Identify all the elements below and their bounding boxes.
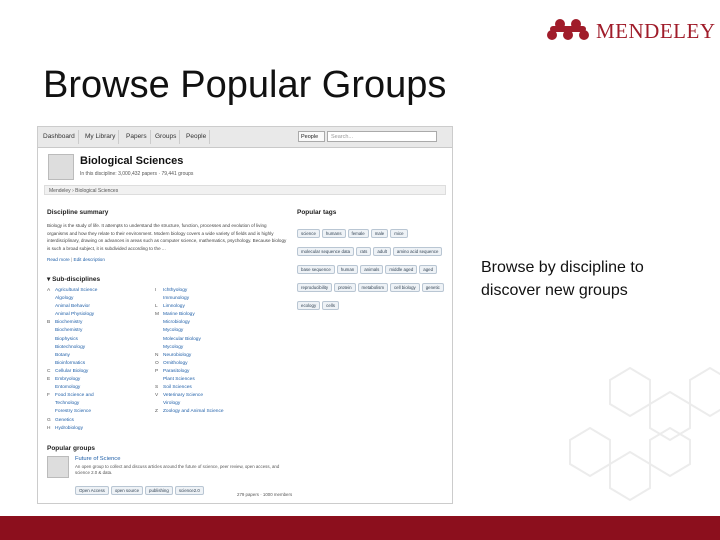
subdiscipline-item[interactable] [155,303,265,311]
tag-chip[interactable]: female [348,229,369,238]
tag-chip[interactable]: aged [419,265,437,274]
tag-chip[interactable]: middle aged [385,265,417,274]
subdiscipline-link[interactable]: Molecular Biology [163,336,201,342]
index-letter: I [155,288,157,293]
subdiscipline-link[interactable]: Entomology [55,385,81,391]
subdiscipline-link[interactable]: Biochemistry [55,320,83,326]
tag-chip[interactable]: human [337,265,358,274]
search-input[interactable]: Search... [327,131,437,142]
index-letter: E [47,377,51,383]
index-letter: C [47,368,51,374]
group-tag-chip[interactable]: science2.0 [175,486,204,495]
tab-groups[interactable]: Groups [152,130,180,144]
tag-chip[interactable]: base sequence [297,265,335,274]
subdiscipline-link[interactable]: Limnology [163,304,185,310]
subdiscipline-link[interactable]: Bioinformatics [55,360,86,366]
subdiscipline-item[interactable] [47,392,157,400]
tag-chip[interactable]: animals [360,265,383,274]
tag-chip[interactable]: humans [322,229,346,238]
tag-chip[interactable]: metabolism [358,283,388,292]
index-letter: S [155,385,159,391]
subdiscipline-link[interactable]: Animal Behavior [55,304,90,310]
top-navigation [38,127,452,148]
tab-dashboard[interactable]: Dashboard [40,130,79,144]
index-letter: H [47,425,51,431]
subdiscipline-link[interactable]: Mycology [163,328,184,334]
subdiscipline-item[interactable] [47,384,157,392]
subdiscipline-item[interactable] [155,384,265,392]
tag-chip[interactable]: ecology [297,301,320,310]
subdiscipline-item[interactable] [47,303,157,311]
group-tag-chip[interactable]: Open Access [75,486,109,495]
subdiscipline-link[interactable]: Botany [55,352,70,358]
tag-chip[interactable]: cells [322,301,339,310]
slide-title: Browse Popular Groups [43,64,447,106]
subdiscipline-link[interactable]: Biochemistry [55,328,83,334]
group-name[interactable]: Future of Science [75,456,121,462]
mendeley-logo [544,15,714,45]
group-tags [75,479,206,497]
subdiscipline-item[interactable] [155,287,265,295]
subdiscipline-item[interactable] [155,360,265,368]
popular-tags [297,222,447,312]
index-letter: Z [155,409,158,415]
discipline-name: Biological Sciences [80,155,184,167]
subdiscipline-item[interactable] [155,344,265,352]
index-letter: P [155,368,159,374]
tag-chip[interactable]: male [371,229,389,238]
tag-chip[interactable]: rats [356,247,371,256]
index-letter: G [47,417,51,423]
group-thumbnail [47,456,69,478]
subdiscipline-item[interactable] [47,376,157,384]
group-description: An open group to collect and discuss articles around the future of science, peer review, open access, and science 2.0 & data. [75,464,280,475]
subdiscipline-link[interactable]: Zoology and Animal Science [163,409,224,415]
subdiscipline-item[interactable] [47,287,157,295]
subdiscipline-link[interactable]: Cellular Biology [55,368,89,374]
discipline-thumbnail [48,154,74,180]
side-caption: Browse by discipline to discover new groups [481,259,644,299]
subdiscipline-link[interactable]: Hydrobiology [55,425,83,431]
subdiscipline-item[interactable] [155,327,265,335]
subdiscipline-item[interactable] [47,400,157,408]
subdiscipline-item[interactable] [47,408,157,416]
discipline-header [44,152,446,182]
subdiscipline-link[interactable]: Plant Sciences [163,377,195,383]
subdiscipline-link[interactable]: Embryology [55,377,81,383]
tab-papers[interactable]: Papers [123,130,151,144]
subdiscipline-item[interactable] [47,311,157,319]
subdiscipline-link[interactable]: Veterinary Science [163,393,203,399]
tag-chip[interactable]: adult [373,247,391,256]
subdiscipline-link[interactable]: Algology [55,296,74,302]
subdiscipline-item[interactable] [47,425,157,433]
subdiscipline-link[interactable]: Animal Physiology [55,312,95,318]
tag-chip[interactable]: protein [334,283,355,292]
group-card [47,454,293,498]
subdiscipline-link[interactable]: Ornithology [163,360,188,366]
tag-chip[interactable]: science [297,229,320,238]
subdiscipline-item[interactable] [155,336,265,344]
index-letter: M [155,312,159,318]
subdiscipline-item[interactable] [47,417,157,425]
subdiscipline-item[interactable] [155,368,265,376]
subdiscipline-item[interactable] [47,368,157,376]
tag-chip[interactable]: cell biology [390,283,420,292]
subdiscipline-link[interactable]: Virology [163,401,181,407]
tag-chip[interactable]: reproducibility [297,283,332,292]
read-more-link[interactable]: Read more [47,257,70,262]
subdiscipline-item[interactable] [47,336,157,344]
subdiscipline-link[interactable]: Ichthyology [163,288,188,293]
subdiscipline-link[interactable]: Agricultural Science [55,288,98,293]
subdiscipline-item[interactable] [155,392,265,400]
index-letter: F [47,393,50,399]
index-letter: N [155,352,159,358]
subdisciplines-right-column [155,287,265,417]
summary-heading: Discipline summary [47,209,109,216]
index-letter: B [47,320,51,326]
tag-chip[interactable]: mice [390,229,407,238]
search-scope-select[interactable]: People [298,131,325,142]
subdiscipline-link[interactable]: Biotechnology [55,344,86,350]
subdiscipline-link[interactable]: Food Science and [55,393,94,399]
hexagon-pattern-decoration [460,320,720,516]
subdiscipline-link[interactable]: Genetics [55,417,74,423]
subdisciplines-left-column [47,287,157,433]
subdiscipline-item[interactable] [47,319,157,327]
breadcrumb[interactable]: Mendeley › Biological Sciences [44,185,446,195]
tags-heading: Popular tags [297,209,337,216]
subdiscipline-item[interactable] [47,327,157,335]
subdiscipline-item[interactable] [155,400,265,408]
summary-text: Biology is the study of life. It attempts to understand the structure, function, processes and evolution of living organisms and how they relate to their environment. Modern biology covers a wide variety of fields and is highly interdisciplinary, drawing on advances in areas such as computer science, mathematics, psychology. Because biology is such a broad subject, it is subdivided according to the ... [47,223,287,252]
mendeley-screenshot [37,126,453,504]
subdiscipline-link[interactable]: Forestry Science [55,409,91,415]
edit-description-link[interactable]: Edit description [73,257,105,262]
subdiscipline-link[interactable]: Biophysics [55,336,78,342]
tag-chip[interactable]: amino acid sequence [393,247,443,256]
subdiscipline-link[interactable]: Immunology [163,296,190,302]
index-letter: O [155,360,159,366]
tag-chip[interactable]: molecular sequence data [297,247,354,256]
group-tag-chip[interactable]: publishing [145,486,173,495]
subdiscipline-item[interactable] [155,295,265,303]
tab-my-library[interactable]: My Library [82,130,119,144]
subdiscipline-link[interactable]: Technology [55,401,80,407]
subdiscipline-item[interactable] [47,344,157,352]
tab-people[interactable]: People [183,130,210,144]
subdiscipline-item[interactable] [47,360,157,368]
subdiscipline-link[interactable]: Marine Biology [163,312,195,318]
subdiscipline-item[interactable] [47,295,157,303]
group-stats: 279 papers · 1000 members [237,492,293,497]
footer-bar [0,516,720,540]
tag-chip[interactable]: genetic [422,283,444,292]
subdisciplines-heading: ▾ Sub-disciplines [47,276,101,283]
subdiscipline-item[interactable] [155,408,265,416]
logo-text: MENDELEY [596,19,716,43]
subdiscipline-link[interactable]: Neurobiology [163,352,192,358]
index-letter: L [155,304,158,310]
subdiscipline-item[interactable] [155,376,265,384]
index-letter: V [155,393,159,399]
subdisciplines-heading-label: Sub-disciplines [52,276,101,283]
subdiscipline-item[interactable] [155,352,265,360]
discipline-subtitle: In this discipline: 3,000,432 papers · 79,441 groups [80,171,194,177]
subdiscipline-item[interactable] [155,319,265,327]
subdiscipline-link[interactable]: Mycology [163,344,184,350]
mendeley-logo-icon [544,15,592,45]
group-tag-chip[interactable]: open source [111,486,143,495]
subdiscipline-link[interactable]: Microbiology [163,320,190,326]
subdiscipline-item[interactable] [155,311,265,319]
summary-links: Read more | Edit description [47,257,105,262]
subdiscipline-link[interactable]: Parasitology [163,368,190,374]
subdiscipline-item[interactable] [47,352,157,360]
index-letter: A [47,288,51,293]
popular-groups-heading: Popular groups [47,445,96,452]
subdiscipline-link[interactable]: Soil Sciences [163,385,192,391]
